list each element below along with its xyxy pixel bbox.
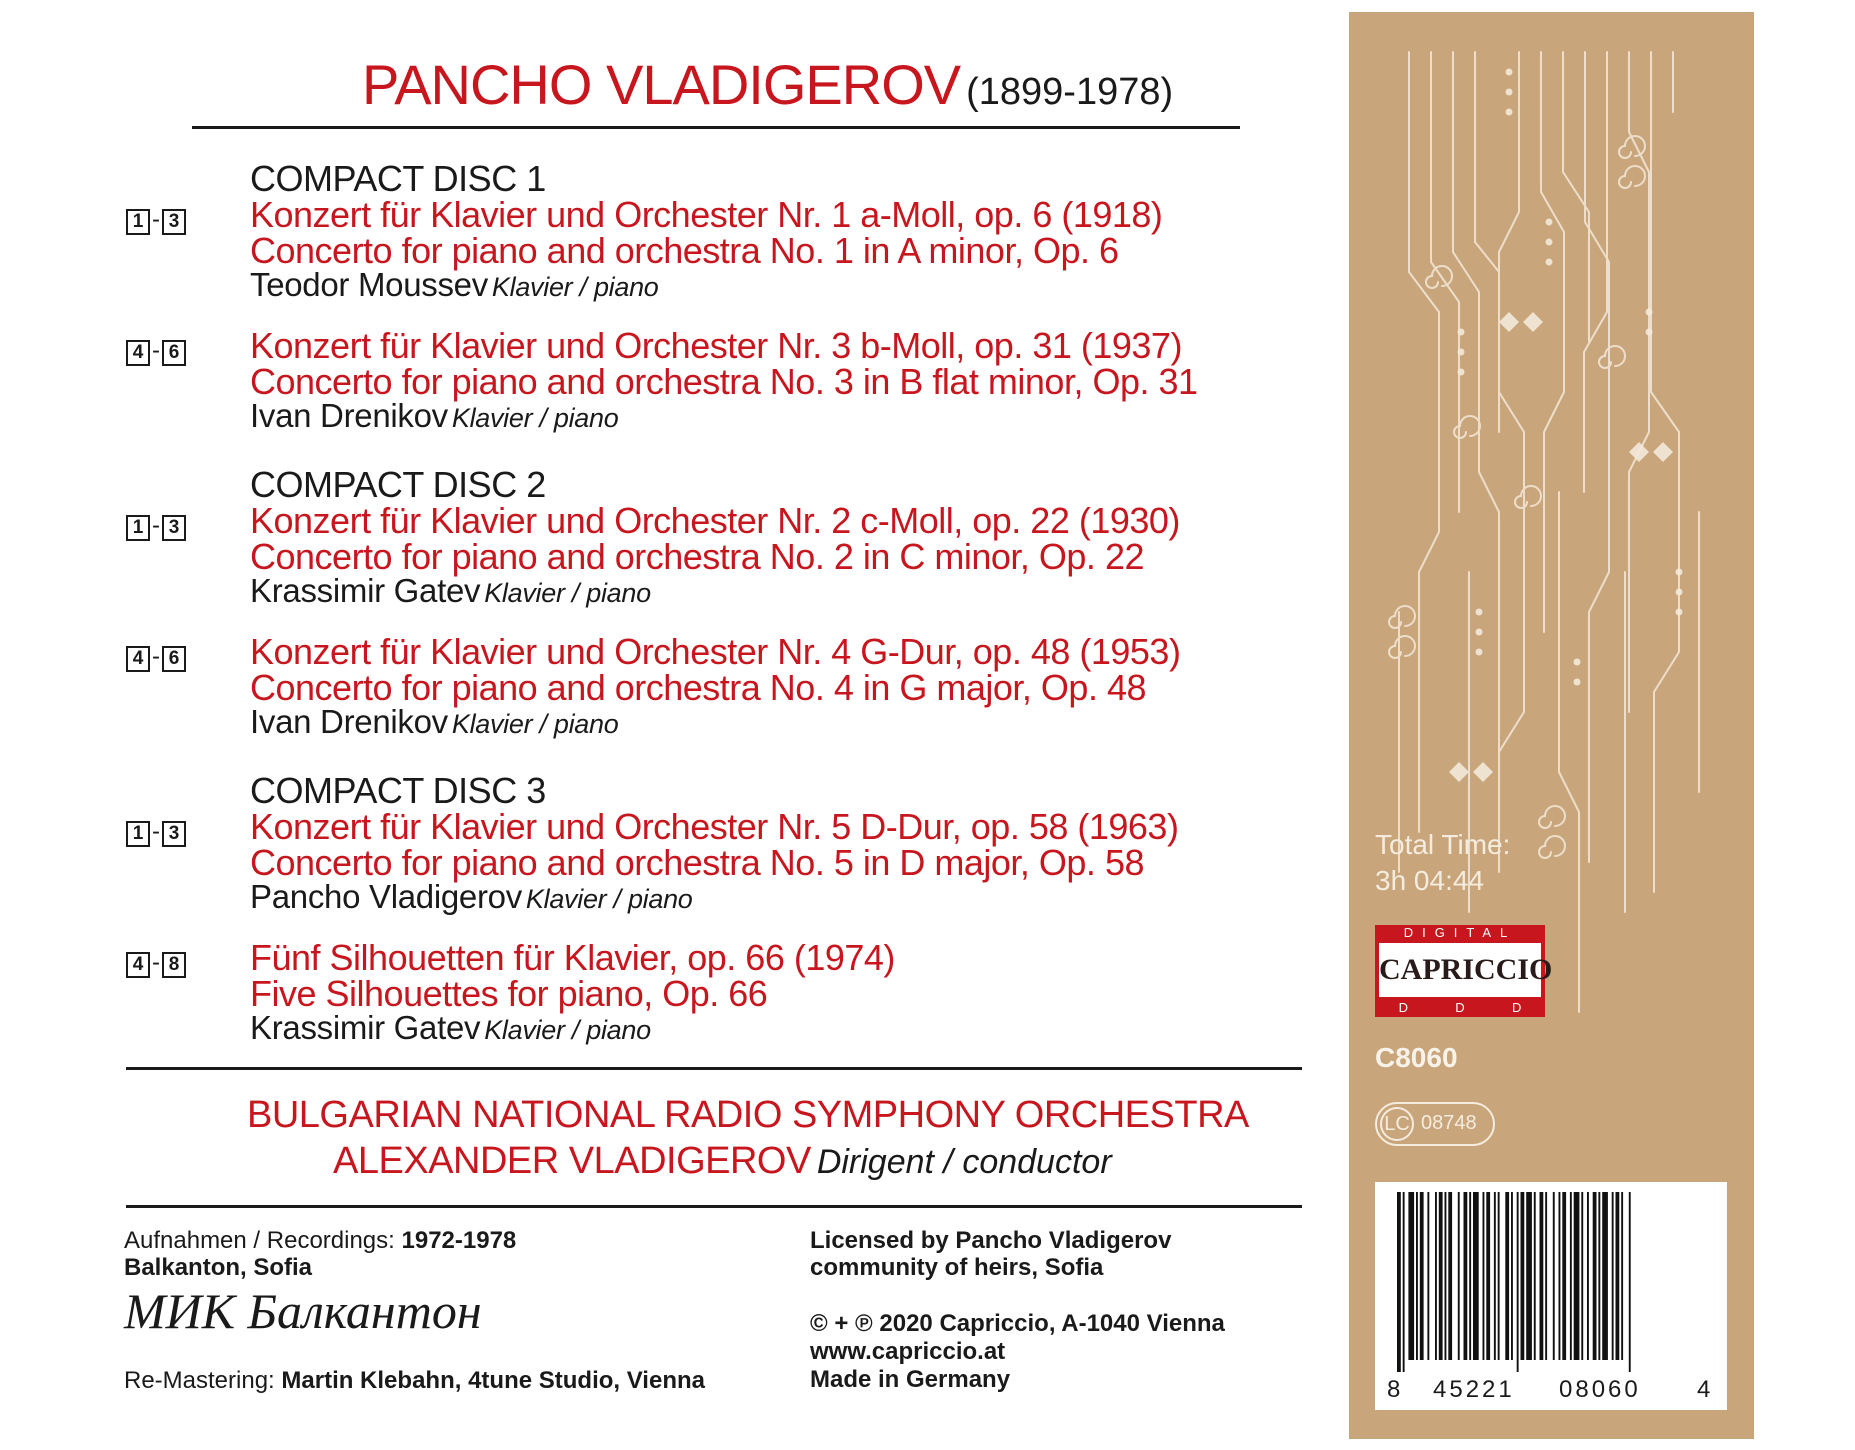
barcode-bar [1464, 1192, 1468, 1360]
barcode-bar [1469, 1192, 1471, 1360]
track-range: 4 - 8 [126, 948, 186, 978]
performer-name: Krassimir Gatev [250, 1009, 481, 1046]
work-title-en: Concerto for piano and orchestra No. 5 in D major, Op. 58 [250, 842, 1144, 883]
barcode-bar [1526, 1192, 1532, 1360]
track-start: 1 [126, 515, 150, 541]
performer-name: Ivan Drenikov [250, 703, 448, 740]
barcode-bar [1616, 1192, 1620, 1360]
remastering-credit [124, 1367, 705, 1395]
barcode-bar [1397, 1192, 1401, 1372]
barcode-bar [1570, 1192, 1572, 1360]
recordings-years: 1972-1978 [401, 1227, 517, 1254]
track-start: 1 [126, 209, 150, 235]
barcode [1375, 1182, 1727, 1410]
conductor-name: ALEXANDER VLADIGEROV [333, 1140, 811, 1182]
track-start: 1 [126, 821, 150, 847]
performer-role: Klavier / piano [451, 403, 619, 433]
track-end: 6 [162, 340, 186, 366]
barcode-bar [1559, 1192, 1561, 1360]
track-end: 8 [162, 952, 186, 978]
work-title-de: Konzert für Klavier und Orchester Nr. 4 G-Dur, op. 48 (1953) [250, 631, 1181, 672]
barcode-digits-left: 45221 [1433, 1376, 1515, 1403]
conductor-role: Dirigent / conductor [816, 1143, 1112, 1181]
barcode-bar [1540, 1192, 1544, 1360]
license-line-1: Licensed by Pancho Vladigerov [810, 1227, 1172, 1254]
barcode-bar [1427, 1192, 1429, 1360]
work-title-en: Concerto for piano and orchestra No. 1 in A minor, Op. 6 [250, 230, 1119, 271]
logo-ddd: D D D [1398, 1000, 1522, 1015]
track-start: 4 [126, 646, 150, 672]
barcode-bar [1534, 1192, 1536, 1360]
barcode-bar [1545, 1192, 1547, 1360]
composer-years: (1899-1978) [966, 71, 1174, 113]
barcode-bar [1403, 1192, 1405, 1372]
track-end: 3 [162, 821, 186, 847]
logo-digital-text: DIGITAL [1403, 925, 1517, 940]
work-title-de: Konzert für Klavier und Orchester Nr. 1 a-Moll, op. 6 (1918) [250, 194, 1163, 235]
performer [250, 1009, 651, 1047]
barcode-digit-first: 8 [1387, 1376, 1401, 1403]
logo-brand-text: CAPRICCIO [1379, 943, 1541, 997]
work-title-de: Konzert für Klavier und Orchester Nr. 2 c-Moll, op. 22 (1930) [250, 500, 1180, 541]
performer-name: Teodor Moussev [250, 266, 488, 303]
barcode-bar [1408, 1192, 1414, 1360]
track-range: 1 - 3 [126, 511, 186, 541]
performer-role: Klavier / piano [484, 578, 651, 608]
license-line-2: community of heirs, Sofia [810, 1254, 1104, 1281]
work-title-en: Concerto for piano and orchestra No. 3 in B flat minor, Op. 31 [250, 361, 1198, 402]
barcode-bar [1494, 1192, 1496, 1360]
barcode-bar [1553, 1192, 1555, 1360]
performer-role: Klavier / piano [491, 272, 659, 302]
performer [250, 266, 659, 304]
made-in-line: Made in Germany [810, 1366, 1011, 1393]
track-start: 4 [126, 340, 150, 366]
work-title-en: Concerto for piano and orchestra No. 2 in C minor, Op. 22 [250, 536, 1144, 577]
performer-name: Krassimir Gatev [250, 572, 481, 609]
conductor [333, 1140, 1112, 1183]
barcode-bar [1416, 1192, 1418, 1360]
barcode-bar [1612, 1192, 1614, 1360]
performer-role: Klavier / piano [525, 884, 693, 914]
total-time-label: Total Time: [1375, 829, 1511, 860]
barcode-bar [1602, 1192, 1608, 1360]
disc-3-label: COMPACT DISC 3 [250, 770, 546, 811]
performer [250, 878, 693, 916]
barcode-bar [1521, 1192, 1525, 1360]
track-range: 4 - 6 [126, 336, 186, 366]
balkanton-logo: МИК Балкантон [124, 1283, 482, 1339]
capriccio-logo [1375, 925, 1553, 1017]
performer-name: Pancho Vladigerov [250, 878, 522, 915]
recordings-label: Aufnahmen / Recordings: [124, 1227, 395, 1254]
performer-name: Ivan Drenikov [250, 397, 448, 434]
barcode-bar [1448, 1192, 1452, 1360]
label-code [1375, 1102, 1495, 1146]
side-panel [1349, 12, 1754, 1439]
barcode-bar [1517, 1192, 1519, 1372]
performer [250, 703, 618, 741]
barcode-digit-check: 4 [1697, 1376, 1711, 1403]
barcode-bar [1587, 1192, 1589, 1360]
remastering-value: Martin Klebahn, 4tune Studio, Vienna [281, 1367, 705, 1394]
copyright-line: © + ℗ 2020 Capriccio, A-1040 Vienna [810, 1310, 1225, 1337]
website-link[interactable]: www.capriccio.at [810, 1338, 1006, 1365]
performer-role: Klavier / piano [484, 1015, 651, 1045]
barcode-bar [1511, 1192, 1513, 1360]
composer-name: PANCHO VLADIGEROV [362, 53, 961, 116]
barcode-bars [1383, 1192, 1719, 1372]
performer [250, 397, 618, 435]
track-end: 3 [162, 515, 186, 541]
track-range: 1 - 3 [126, 817, 186, 847]
disc-1-label: COMPACT DISC 1 [250, 158, 546, 199]
ensemble-rule-top [126, 1067, 1302, 1070]
barcode-bar [1581, 1192, 1583, 1360]
total-time-value: 3h 04:44 [1375, 865, 1484, 896]
track-end: 3 [162, 209, 186, 235]
recordings-credit [124, 1227, 516, 1255]
work-title-de: Fünf Silhouetten für Klavier, op. 66 (1974) [250, 937, 895, 978]
catalog-number: C8060 [1375, 1042, 1458, 1073]
work-title-de: Konzert für Klavier und Orchester Nr. 5 D-Dur, op. 58 (1963) [250, 806, 1179, 847]
barcode-bar [1621, 1192, 1623, 1360]
track-start: 4 [126, 952, 150, 978]
barcode-bar [1498, 1192, 1500, 1360]
track-end: 6 [162, 646, 186, 672]
work-title-de: Konzert für Klavier und Orchester Nr. 3 b-Moll, op. 31 (1937) [250, 325, 1182, 366]
ensemble-rule-bottom [126, 1205, 1302, 1208]
barcode-bar [1593, 1192, 1597, 1360]
work-title-en: Concerto for piano and orchestra No. 4 in G major, Op. 48 [250, 667, 1146, 708]
barcode-bar [1445, 1192, 1447, 1360]
track-range: 4 - 6 [126, 642, 186, 672]
barcode-bar [1435, 1192, 1437, 1360]
track-range: 1 - 3 [126, 205, 186, 235]
barcode-bar [1439, 1192, 1443, 1360]
lc-mark: LC [1380, 1107, 1414, 1141]
barcode-bar [1420, 1192, 1424, 1360]
recordings-place: Balkanton, Sofia [124, 1254, 313, 1281]
work-title-en: Five Silhouettes for piano, Op. 66 [250, 973, 768, 1014]
disc-2-label: COMPACT DISC 2 [250, 464, 546, 505]
lc-number: 08748 [1421, 1112, 1477, 1134]
barcode-bar [1505, 1192, 1509, 1360]
remastering-label: Re-Mastering: [124, 1367, 275, 1394]
barcode-bar [1562, 1192, 1566, 1360]
performer [250, 572, 651, 610]
orchestra-name: BULGARIAN NATIONAL RADIO SYMPHONY ORCHESTRA [247, 1094, 1249, 1136]
barcode-bar [1574, 1192, 1580, 1360]
barcode-bar [1483, 1192, 1485, 1360]
barcode-bar [1629, 1192, 1631, 1372]
barcode-bar [1473, 1192, 1479, 1360]
barcode-bar [1486, 1192, 1490, 1360]
performer-role: Klavier / piano [451, 709, 619, 739]
barcode-bar [1458, 1192, 1460, 1360]
header-rule [192, 126, 1240, 129]
barcode-bar [1598, 1192, 1600, 1360]
composer-title [362, 52, 1173, 117]
barcode-digits-right: 08060 [1559, 1376, 1641, 1403]
